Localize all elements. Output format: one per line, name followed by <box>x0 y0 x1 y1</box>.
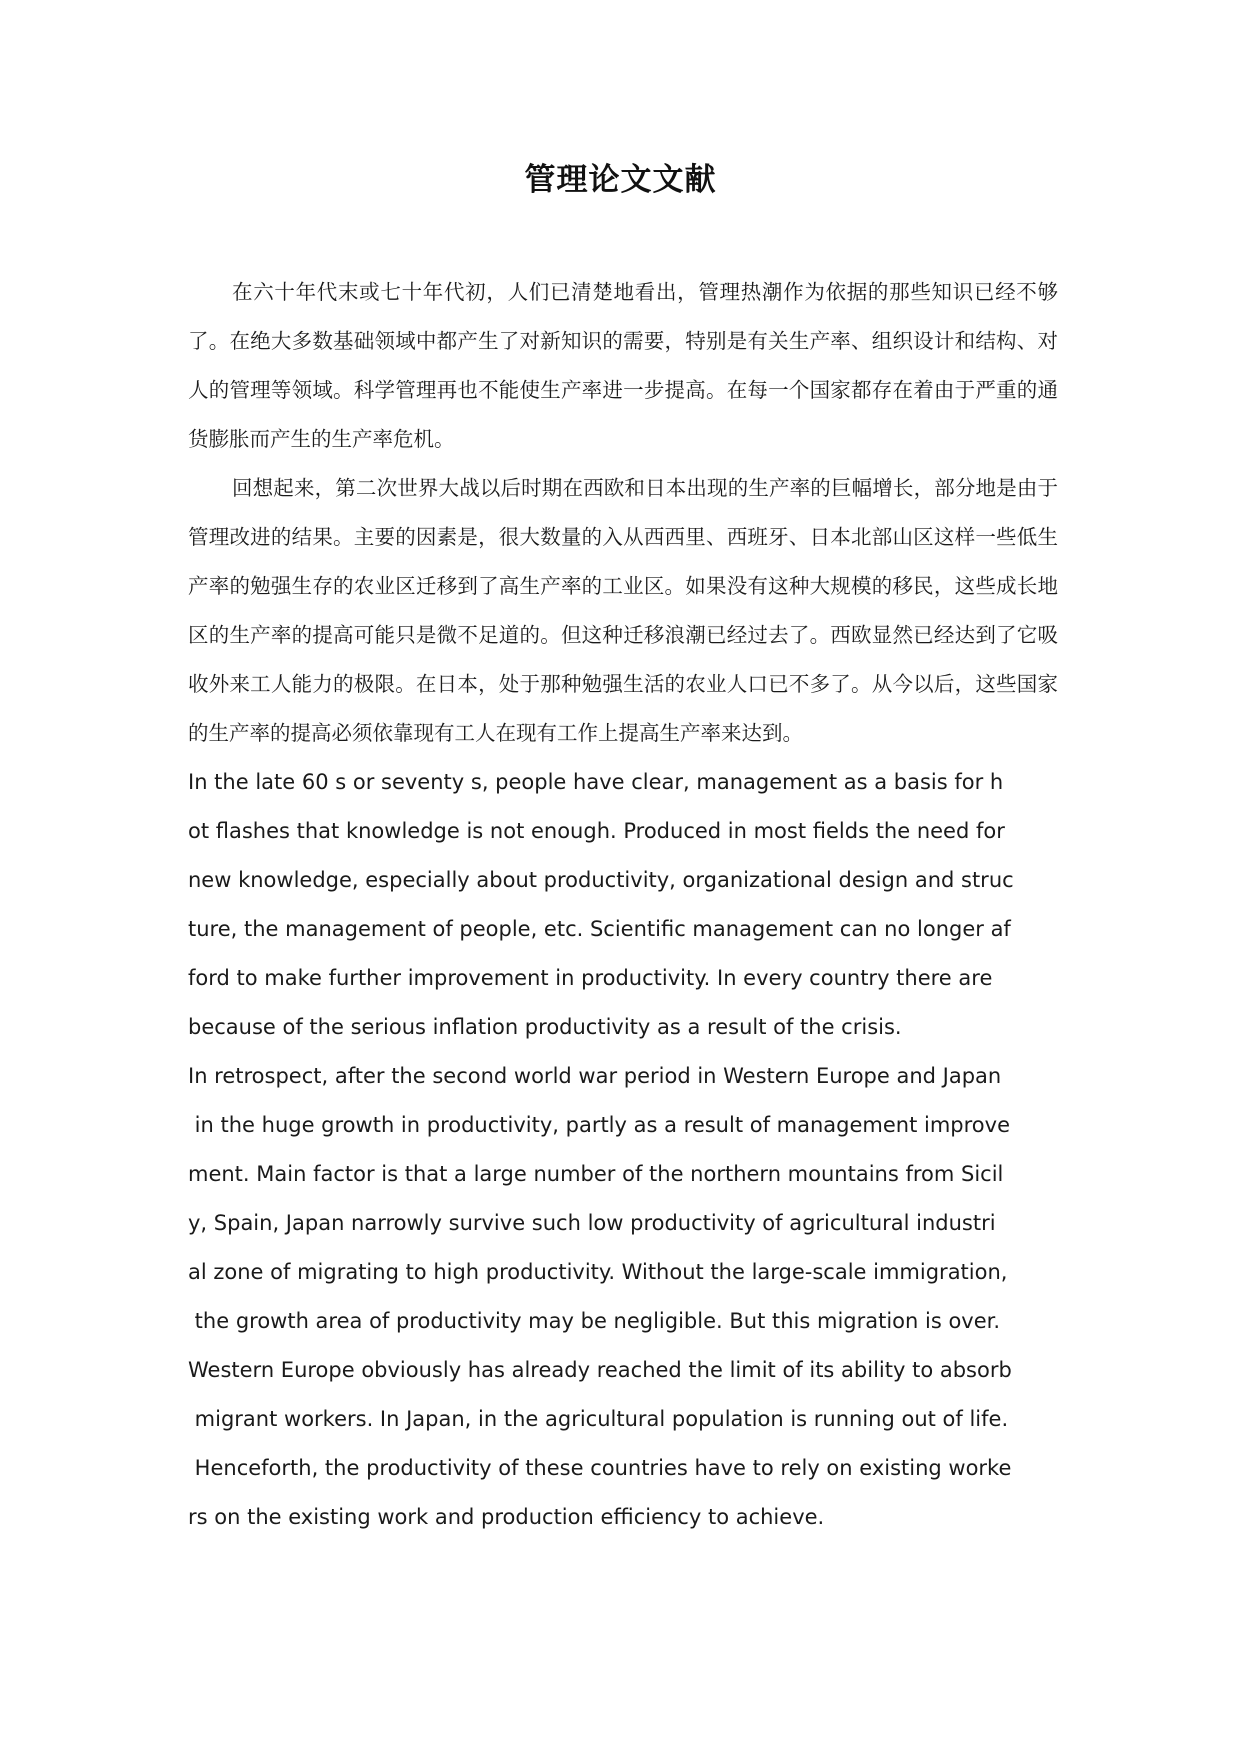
english-line-2: ot flashes that knowledge is not enough. Produced in most fields the need for <box>188 819 1005 843</box>
chinese-paragraph-2: 回想起来，第二次世界大战以后时期在西欧和日本出现的生产率的巨幅增长，部分地是由于管理改进的结果。主要的因素是，很大数量的入从西西里、西班牙、日本北部山区这样一些低生产率的勉强生存的农业区迁移到了高生产率的工业区。如果没有这种大规模的移民，这些成长地区的生产率的提高可能只是微不足道的。但这种迁移浪潮已经过去了。西欧显然已经达到了它吸收外来工人能力的极限。在日本，处于那种勉强生活的农业人口已不多了。从今以后，这些国家的生产率的提高必须依靠现有工人在现有工作上提高生产率来达到。 <box>188 476 1058 745</box>
english-line-12: the growth area of productivity may be negligible. But this migration is over. <box>188 1309 1001 1333</box>
english-line-1: In the late 60 s or seventy s, people have clear, management as a basis for h <box>188 770 1004 794</box>
english-line-5: ford to make further improvement in productivity. In every country there are <box>188 966 993 990</box>
english-line-8: in the huge growth in productivity, partly as a result of management improve <box>188 1113 1010 1137</box>
english-line-3: new knowledge, especially about productivity, organizational design and struc <box>188 868 1014 892</box>
english-line-14: migrant workers. In Japan, in the agricultural population is running out of life. <box>188 1407 1009 1431</box>
english-line-15: Henceforth, the productivity of these countries have to rely on existing worke <box>188 1456 1012 1480</box>
english-line-16: rs on the existing work and production efficiency to achieve. <box>188 1505 825 1529</box>
english-line-6: because of the serious inflation productivity as a result of the crisis. <box>188 1015 902 1039</box>
english-line-4: ture, the management of people, etc. Scientific management can no longer af <box>188 917 1011 941</box>
english-line-7: In retrospect, after the second world war period in Western Europe and Japan <box>188 1064 1002 1088</box>
chinese-text-section <box>188 268 1058 758</box>
english-line-13: Western Europe obviously has already reached the limit of its ability to absorb <box>188 1358 1012 1382</box>
english-line-10: y, Spain, Japan narrowly survive such low productivity of agricultural industri <box>188 1211 996 1235</box>
document-title: 管理论文文献 <box>524 162 717 198</box>
chinese-paragraph-1: 在六十年代末或七十年代初，人们已清楚地看出，管理热潮作为依据的那些知识已经不够了。在绝大多数基础领域中都产生了对新知识的需要，特别是有关生产率、组织设计和结构、对人的管理等领域。科学管理再也不能使生产率进一步提高。在每一个国家都存在着由于严重的通货膨胀而产生的生产率危机。 <box>188 280 1058 451</box>
english-line-9: ment. Main factor is that a large number of the northern mountains from Sicil <box>188 1162 1004 1186</box>
english-text-section <box>188 758 1068 1542</box>
english-line-11: al zone of migrating to high productivity. Without the large-scale immigration, <box>188 1260 1008 1284</box>
